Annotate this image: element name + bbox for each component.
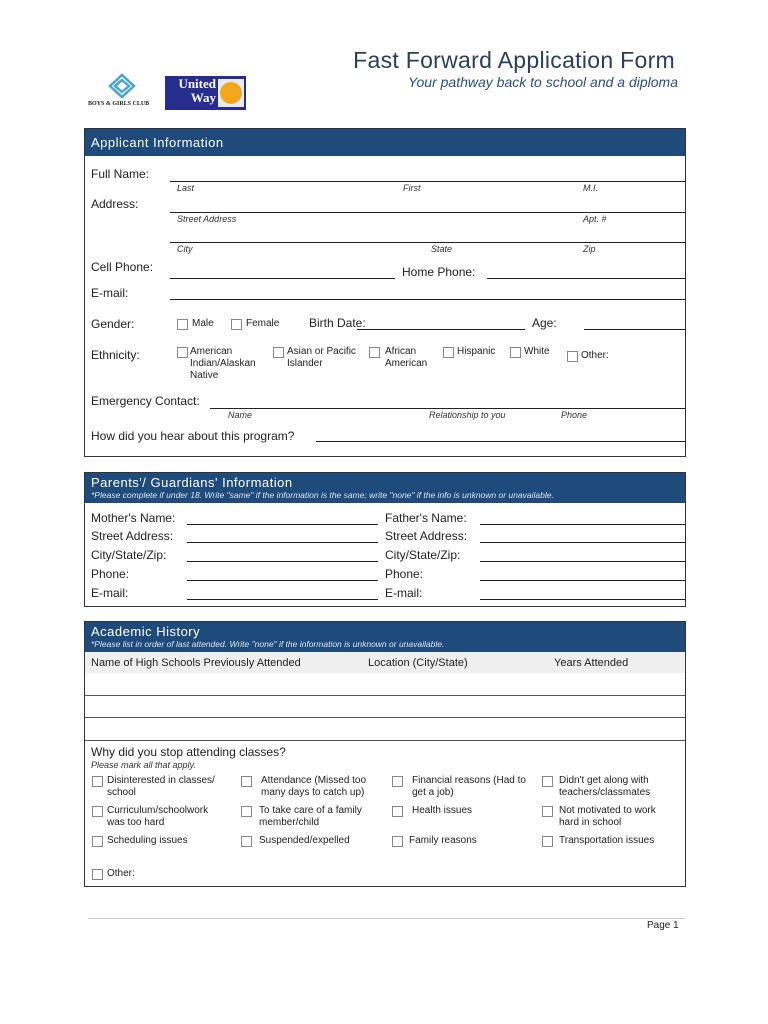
united-way-logo xyxy=(165,76,246,110)
reason-checkbox[interactable] xyxy=(542,836,553,847)
email-label: E-mail: xyxy=(91,286,129,300)
column-header-location: Location (City/State) xyxy=(368,657,468,669)
footer-divider xyxy=(88,918,685,919)
address-label: Address: xyxy=(91,197,139,211)
cell-phone-label: Cell Phone: xyxy=(91,260,154,274)
bgc-logo-text: BOYS & GIRLS CLUB xyxy=(88,101,150,107)
parents-section-header xyxy=(85,473,685,503)
full-name-label: Full Name: xyxy=(91,167,150,181)
email-field[interactable] xyxy=(170,299,685,300)
uw-logo-text: United Way xyxy=(178,76,216,105)
reason-label: Transportation issues xyxy=(559,835,655,846)
boys-girls-club-logo xyxy=(88,72,162,112)
apt-sublabel: Apt. # xyxy=(583,214,607,224)
city-state-zip-field[interactable] xyxy=(170,242,685,243)
ethnicity-option: Other: xyxy=(581,350,609,361)
age-field[interactable] xyxy=(584,329,685,330)
male-checkbox[interactable] xyxy=(177,319,188,330)
reason-checkbox[interactable] xyxy=(392,776,403,787)
section-note: *Please list in order of last attended. Write "none" if the information is unknown or unavailable. xyxy=(91,639,445,649)
ethnicity-label: Ethnicity: xyxy=(91,348,140,362)
reason-label: Suspended/expelled xyxy=(259,835,350,846)
reason-checkbox[interactable] xyxy=(542,806,553,817)
first-sublabel: First xyxy=(403,183,421,193)
form-subtitle: Your pathway back to school and a diploma xyxy=(407,74,678,90)
father-name-label: Father's Name: xyxy=(385,511,467,525)
reason-other-label: Other: xyxy=(107,868,135,879)
father-city-field[interactable] xyxy=(480,561,685,562)
age-label: Age: xyxy=(532,316,557,330)
mi-sublabel: M.I. xyxy=(583,183,598,193)
mother-email-label: E-mail: xyxy=(91,586,129,600)
mother-city-field[interactable] xyxy=(187,561,378,562)
ethnicity-option: White xyxy=(524,346,550,357)
school-row[interactable] xyxy=(85,673,685,696)
mother-phone-field[interactable] xyxy=(187,580,378,581)
father-name-field[interactable] xyxy=(480,524,685,525)
father-street-label: Street Address: xyxy=(385,529,468,543)
home-phone-field[interactable] xyxy=(487,278,685,279)
state-sublabel: State xyxy=(431,244,453,254)
reason-checkbox[interactable] xyxy=(542,776,553,787)
ethnicity-option: American Indian/Alaskan Native xyxy=(190,346,256,381)
section-note: *Please complete if under 18. Write "same" if the information is the same; write "none" if the info is unknown or unavailable. xyxy=(91,490,554,500)
reason-checkbox[interactable] xyxy=(241,776,252,787)
ec-name-sublabel: Name xyxy=(228,410,253,420)
zip-sublabel: Zip xyxy=(583,244,596,254)
ethnicity-option: African American xyxy=(385,346,428,369)
father-street-field[interactable] xyxy=(480,542,685,543)
page-number: Page 1 xyxy=(647,920,679,931)
applicant-section-header xyxy=(85,129,685,156)
reason-label: To take care of a family member/child xyxy=(259,805,362,828)
emergency-contact-label: Emergency Contact: xyxy=(91,394,200,408)
mother-name-field[interactable] xyxy=(187,524,378,525)
mother-email-field[interactable] xyxy=(187,599,378,600)
reason-label: Didn't get along with teachers/classmates xyxy=(559,775,651,798)
column-header-school: Name of High Schools Previously Attended xyxy=(91,657,301,669)
mother-name-label: Mother's Name: xyxy=(91,511,176,525)
mark-all-instruction: Please mark all that apply. xyxy=(91,760,196,770)
reason-checkbox[interactable] xyxy=(392,806,403,817)
ethnicity-checkbox-white[interactable] xyxy=(510,347,521,358)
father-email-field[interactable] xyxy=(480,599,685,600)
reason-checkbox[interactable] xyxy=(92,806,103,817)
emergency-contact-field[interactable] xyxy=(210,408,685,409)
reason-label: Disinterested in classes/ school xyxy=(107,775,215,798)
reason-label: Scheduling issues xyxy=(107,835,188,846)
father-city-label: City/State/Zip: xyxy=(385,548,461,562)
reason-checkbox[interactable] xyxy=(241,836,252,847)
ethnicity-checkbox-hispanic[interactable] xyxy=(443,347,454,358)
reason-checkbox[interactable] xyxy=(392,836,403,847)
female-label: Female xyxy=(246,318,280,329)
home-phone-label: Home Phone: xyxy=(402,265,476,279)
full-name-field[interactable] xyxy=(170,181,685,182)
mother-phone-label: Phone: xyxy=(91,567,130,581)
birth-date-field[interactable] xyxy=(357,329,525,330)
reason-label: Curriculum/schoolwork was too hard xyxy=(107,805,209,828)
reason-label: Not motivated to work hard in school xyxy=(559,805,656,828)
ethnicity-checkbox-asian[interactable] xyxy=(273,347,284,358)
reason-label: Health issues xyxy=(412,805,473,816)
ec-phone-sublabel: Phone xyxy=(561,410,588,420)
male-label: Male xyxy=(192,318,214,329)
ethnicity-option: Hispanic xyxy=(457,346,496,357)
birth-date-label: Birth Date: xyxy=(309,316,366,330)
ethnicity-checkbox-african-american[interactable] xyxy=(369,347,380,358)
section-title: Academic History xyxy=(91,624,201,639)
reason-checkbox[interactable] xyxy=(92,776,103,787)
ethnicity-option: Asian or Pacific Islander xyxy=(287,346,356,369)
ec-relationship-sublabel: Relationship to you xyxy=(429,410,506,420)
why-stopped-question: Why did you stop attending classes? xyxy=(91,745,286,759)
hear-about-field[interactable] xyxy=(316,441,685,442)
street-sublabel: Street Address xyxy=(177,214,237,224)
gender-label: Gender: xyxy=(91,317,135,331)
ethnicity-checkbox-american-indian[interactable] xyxy=(177,347,188,358)
ethnicity-checkbox-other[interactable] xyxy=(567,351,578,362)
column-header-years: Years Attended xyxy=(554,657,629,669)
school-row[interactable] xyxy=(85,696,685,718)
school-row[interactable] xyxy=(85,718,685,741)
female-checkbox[interactable] xyxy=(231,319,242,330)
hear-about-label: How did you hear about this program? xyxy=(91,429,295,443)
reason-label: Attendance (Missed too many days to catch up) xyxy=(261,775,367,798)
cell-phone-field[interactable] xyxy=(170,278,395,279)
reason-other-checkbox[interactable] xyxy=(92,869,103,880)
reason-label: Financial reasons (Had to get a job) xyxy=(412,775,526,798)
reason-checkbox[interactable] xyxy=(241,806,252,817)
mother-street-label: Street Address: xyxy=(91,529,174,543)
section-title: Applicant Information xyxy=(91,135,224,150)
street-address-field[interactable] xyxy=(170,212,685,213)
father-email-label: E-mail: xyxy=(385,586,423,600)
father-phone-label: Phone: xyxy=(385,567,424,581)
mother-city-label: City/State/Zip: xyxy=(91,548,167,562)
section-title: Parents'/ Guardians' Information xyxy=(91,475,293,490)
form-title: Fast Forward Application Form xyxy=(353,47,675,73)
father-phone-field[interactable] xyxy=(480,580,685,581)
reason-label: Family reasons xyxy=(409,835,477,846)
last-sublabel: Last xyxy=(177,183,195,193)
reason-checkbox[interactable] xyxy=(92,836,103,847)
mother-street-field[interactable] xyxy=(187,542,378,543)
academic-section-header xyxy=(85,622,685,652)
city-sublabel: City xyxy=(177,244,193,254)
